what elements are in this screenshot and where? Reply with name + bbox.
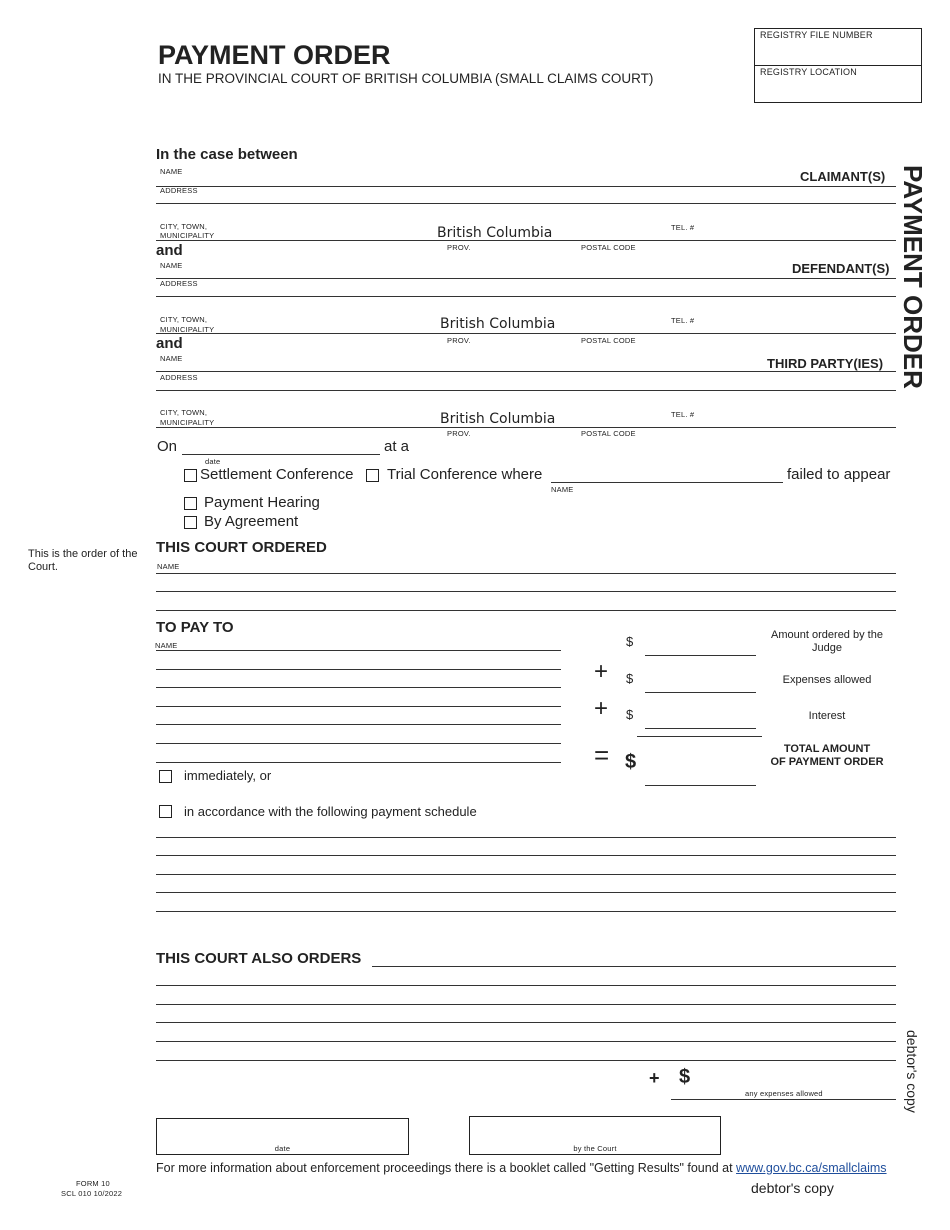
date-box-caption: date <box>274 1144 291 1153</box>
trial-conference-label: Trial Conference where <box>387 466 543 483</box>
immediately-label: immediately, or <box>184 768 272 783</box>
plus-sign-1: + <box>594 658 609 685</box>
pay-to-name-label: NAME <box>155 641 178 650</box>
defendant-city-label-1: CITY, TOWN, <box>160 315 208 324</box>
third-party-city-label-2: MUNICIPALITY <box>160 418 215 427</box>
expenses-allowed-field[interactable] <box>645 692 756 693</box>
also-orders-field[interactable] <box>156 985 896 986</box>
defendant-postal-label: POSTAL CODE <box>581 336 636 345</box>
to-pay-to-heading: TO PAY TO <box>156 619 234 636</box>
registry-box <box>754 28 922 103</box>
also-plus-sign: + <box>649 1068 660 1088</box>
third-party-postal-label: POSTAL CODE <box>581 429 636 438</box>
hearing-date-field[interactable] <box>182 454 380 455</box>
claimant-city-label-1: CITY, TOWN, <box>160 222 208 231</box>
amount-ordered-label <box>762 629 892 655</box>
immediately-checkbox[interactable] <box>159 770 172 783</box>
pay-to-name-field[interactable] <box>156 650 561 651</box>
claimant-name-label: NAME <box>160 167 183 176</box>
ordered-name-field[interactable] <box>156 573 896 574</box>
expenses-dollar-sign: $ <box>626 671 634 686</box>
hearing-date-caption: date <box>205 457 221 466</box>
also-dollar-sign: $ <box>679 1066 691 1088</box>
claimant-tel-label: TEL. # <box>671 223 695 232</box>
interest-field[interactable] <box>645 728 756 729</box>
amount-ordered-field[interactable] <box>645 655 756 656</box>
on-label: On <box>157 438 178 455</box>
total-amount-label-1: TOTAL AMOUNT <box>783 743 871 755</box>
schedule-label: in accordance with the following payment schedule <box>184 804 477 819</box>
info-text <box>156 1161 887 1175</box>
interest-label: Interest <box>808 710 846 722</box>
and-2: and <box>156 335 183 352</box>
third-party-tel-label: TEL. # <box>671 410 695 419</box>
info-text-body: For more information about enforcement proceedings there is a booklet called "Getting Results" found at <box>156 1161 733 1175</box>
defendant-tel-label: TEL. # <box>671 316 695 325</box>
vertical-copy-label: debtor's copy <box>904 1030 920 1113</box>
defendant-address-label: ADDRESS <box>160 279 198 288</box>
registry-location-label: REGISTRY LOCATION <box>760 67 857 77</box>
also-orders-heading: THIS COURT ALSO ORDERS <box>156 950 362 967</box>
and-1: and <box>156 242 183 259</box>
failed-party-name-caption: NAME <box>551 485 574 494</box>
failed-party-name-field[interactable] <box>551 482 783 483</box>
failed-to-appear-label: failed to appear <box>787 466 891 483</box>
at-a-label: at a <box>384 438 410 455</box>
form-code: SCL 010 10/2022 <box>61 1189 123 1198</box>
expenses-allowed-label: Expenses allowed <box>782 674 872 686</box>
any-expenses-label: any expenses allowed <box>745 1089 823 1098</box>
settlement-conference-checkbox[interactable] <box>184 469 197 482</box>
third-party-address-label: ADDRESS <box>160 373 198 382</box>
vertical-title: PAYMENT ORDER <box>898 165 928 389</box>
form-subtitle: IN THE PROVINCIAL COURT OF BRITISH COLUMBIA (SMALL CLAIMS COURT) <box>158 71 654 86</box>
court-signature-box[interactable] <box>469 1116 721 1155</box>
case-heading: In the case between <box>156 146 298 163</box>
form-title: PAYMENT ORDER <box>158 40 391 70</box>
date-box[interactable] <box>156 1118 409 1155</box>
third-party-city-label-1: CITY, TOWN, <box>160 408 208 417</box>
by-agreement-checkbox[interactable] <box>184 516 197 529</box>
claimant-city-label-2: MUNICIPALITY <box>160 231 215 240</box>
claimant-postal-label: POSTAL CODE <box>581 243 636 252</box>
payment-hearing-checkbox[interactable] <box>184 497 197 510</box>
form-number: FORM 10 <box>76 1179 110 1188</box>
defendant-city-label-2: MUNICIPALITY <box>160 325 215 334</box>
registry-file-number-label: REGISTRY FILE NUMBER <box>760 30 873 40</box>
ordered-name-label: NAME <box>157 562 180 571</box>
third-party-name-label: NAME <box>160 354 183 363</box>
order-note: This is the order of the Court. <box>28 548 138 573</box>
total-amount-label <box>762 743 892 769</box>
by-agreement-label: By Agreement <box>204 513 299 530</box>
court-ordered-heading: THIS COURT ORDERED <box>156 539 327 556</box>
settlement-conference-label: Settlement Conference <box>200 466 354 483</box>
claimant-province: British Columbia <box>437 225 553 241</box>
plus-sign-2: + <box>594 695 609 722</box>
amount-ordered-label-1: Amount ordered by the <box>771 629 883 641</box>
any-expenses-field[interactable] <box>671 1099 896 1100</box>
defendant-province: British Columbia <box>440 316 556 332</box>
defendant-label: DEFENDANT(S) <box>792 261 890 276</box>
claimant-label: CLAIMANT(S) <box>800 169 886 184</box>
interest-dollar-sign: $ <box>626 707 634 722</box>
claimant-address-label: ADDRESS <box>160 186 198 195</box>
trial-conference-checkbox[interactable] <box>366 469 379 482</box>
court-signature-caption: by the Court <box>573 1144 617 1153</box>
equals-sign: = <box>594 740 610 770</box>
third-party-prov-label: PROV. <box>447 429 471 438</box>
amount-ordered-label-2: Judge <box>812 642 842 654</box>
defendant-prov-label: PROV. <box>447 336 471 345</box>
ordered-dollar-sign: $ <box>626 634 634 649</box>
total-dollar-sign: $ <box>625 751 637 773</box>
total-amount-label-2: OF PAYMENT ORDER <box>770 756 884 768</box>
third-party-province: British Columbia <box>440 411 556 427</box>
third-party-label: THIRD PARTY(IES) <box>767 356 884 371</box>
total-amount-field[interactable] <box>645 785 756 786</box>
claimant-prov-label: PROV. <box>447 243 471 252</box>
schedule-field[interactable] <box>156 837 896 838</box>
defendant-name-label: NAME <box>160 261 183 270</box>
schedule-checkbox[interactable] <box>159 805 172 818</box>
info-link[interactable]: www.gov.bc.ca/smallclaims <box>736 1161 887 1175</box>
copy-label: debtor's copy <box>751 1180 834 1196</box>
payment-hearing-label: Payment Hearing <box>204 494 320 511</box>
